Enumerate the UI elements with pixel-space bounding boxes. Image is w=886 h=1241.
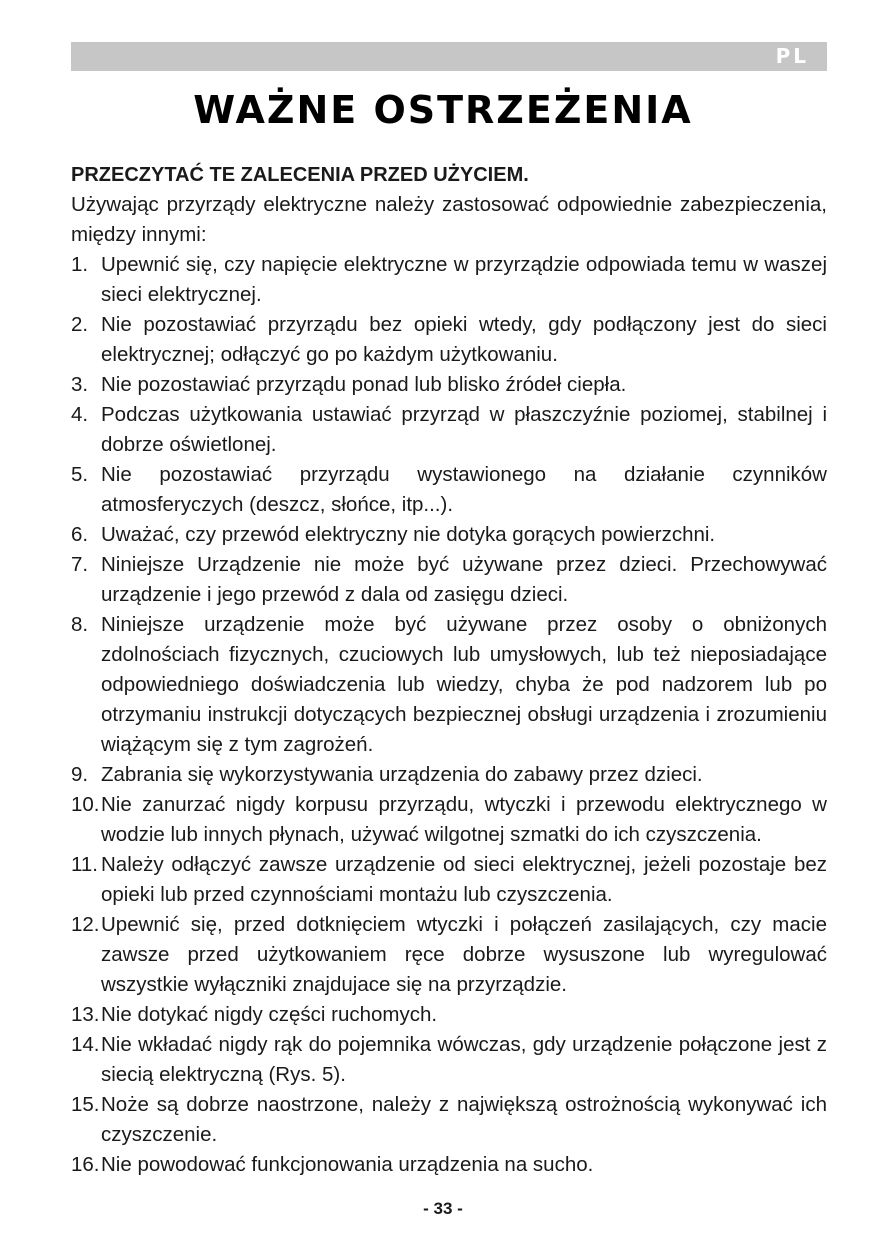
- item-text: Uważać, czy przewód elektryczny nie dotyka gorących powierzchni.: [101, 523, 716, 546]
- list-item: [71, 910, 827, 1000]
- item-number: 9.: [71, 763, 89, 786]
- item-text: Nie pozostawiać przyrządu ponad lub blisko źródeł ciepła.: [101, 373, 627, 396]
- item-number: 14.: [71, 1033, 100, 1056]
- section-subtitle: PRZECZYTAĆ TE ZALECENIA PRZED UŻYCIEM.: [71, 164, 529, 186]
- list-item: [71, 370, 827, 400]
- item-number: 8.: [71, 613, 89, 636]
- intro-paragraph: Używając przyrządy elektryczne należy zastosować odpowiednie zabezpieczenia, między innymi:: [71, 193, 827, 246]
- item-number: 15.: [71, 1093, 100, 1116]
- warnings-list: [71, 250, 827, 1180]
- item-number: 7.: [71, 553, 89, 576]
- language-code: PL: [775, 44, 809, 68]
- item-number: 12.: [71, 913, 100, 936]
- language-header-bar: [71, 42, 827, 71]
- item-number: 11.: [71, 853, 98, 876]
- item-text: Nie wkładać nigdy rąk do pojemnika wówczas, gdy urządzenie połączone jest z siecią elektryczną (Rys. 5).: [101, 1033, 827, 1086]
- list-item: [71, 610, 827, 760]
- item-number: 13.: [71, 1003, 100, 1026]
- item-text: Noże są dobrze naostrzone, należy z największą ostrożnością wykonywać ich czyszczenie.: [101, 1093, 827, 1146]
- item-text: Upewnić się, przed dotknięciem wtyczki i połączeń zasilających, czy macie zawsze przed użytkowaniem ręce dobrze wysuszone lub wyregulować wszystkie wyłączniki znajdujace się na przyrządzie.: [101, 913, 827, 996]
- list-item: [71, 460, 827, 520]
- list-item: [71, 550, 827, 610]
- item-text: Należy odłączyć zawsze urządzenie od sieci elektrycznej, jeżeli pozostaje bez opieki lub przed czynnościami montażu lub czyszczenia.: [101, 853, 827, 906]
- item-text: Nie powodować funkcjonowania urządzenia na sucho.: [101, 1153, 594, 1176]
- list-item: [71, 1090, 827, 1150]
- item-number: 16.: [71, 1153, 100, 1176]
- list-item: [71, 850, 827, 910]
- list-item: [71, 1000, 827, 1030]
- list-item: [71, 1030, 827, 1090]
- item-number: 3.: [71, 373, 89, 396]
- item-number: 6.: [71, 523, 89, 546]
- page-number: - 33 -: [423, 1199, 463, 1218]
- list-item: [71, 520, 827, 550]
- item-number: 10.: [71, 793, 100, 816]
- item-number: 1.: [71, 253, 89, 276]
- page-title: WAŻNE OSTRZEŻENIA: [193, 88, 693, 132]
- list-item: [71, 400, 827, 460]
- warnings-content: [71, 160, 827, 1180]
- list-item: [71, 250, 827, 310]
- item-text: Nie zanurzać nigdy korpusu przyrządu, wtyczki i przewodu elektrycznego w wodzie lub innych płynach, używać wilgotnej szmatki do ich czyszczenia.: [101, 793, 827, 846]
- item-number: 5.: [71, 463, 89, 486]
- item-text: Zabrania się wykorzystywania urządzenia do zabawy przez dzieci.: [101, 763, 703, 786]
- item-text: Nie pozostawiać przyrządu bez opieki wtedy, gdy podłączony jest do sieci elektrycznej; odłączyć go po każdym użytkowaniu.: [101, 313, 827, 366]
- list-item: [71, 310, 827, 370]
- item-text: Niniejsze urządzenie może być używane przez osoby o obniżonych zdolnościach fizycznych, czuciowych lub umysłowych, lub też nieposiadające odpowiedniego doświadczenia lub wiedzy, chyba że pod nadzorem lub po otrzymaniu instrukcji dotyczących bezpiecznej obsługi urządzenia i zrozumieniu wiążącym się z tym zagrożeń.: [101, 613, 827, 756]
- item-text: Niniejsze Urządzenie nie może być używane przez dzieci. Przechowywać urządzenie i jego przewód z dala od zasięgu dzieci.: [101, 553, 827, 606]
- list-item: [71, 760, 827, 790]
- list-item: [71, 790, 827, 850]
- item-number: 4.: [71, 403, 89, 426]
- item-text: Nie pozostawiać przyrządu wystawionego na działanie czynników atmosferyczych (deszcz, słońce, itp...).: [101, 463, 827, 516]
- list-item: [71, 1150, 827, 1180]
- item-text: Nie dotykać nigdy części ruchomych.: [101, 1003, 438, 1026]
- item-number: 2.: [71, 313, 89, 336]
- item-text: Podczas użytkowania ustawiać przyrząd w płaszczyźnie poziomej, stabilnej i dobrze oświetlonej.: [101, 403, 827, 456]
- item-text: Upewnić się, czy napięcie elektryczne w przyrządzie odpowiada temu w waszej sieci elektrycznej.: [101, 253, 827, 306]
